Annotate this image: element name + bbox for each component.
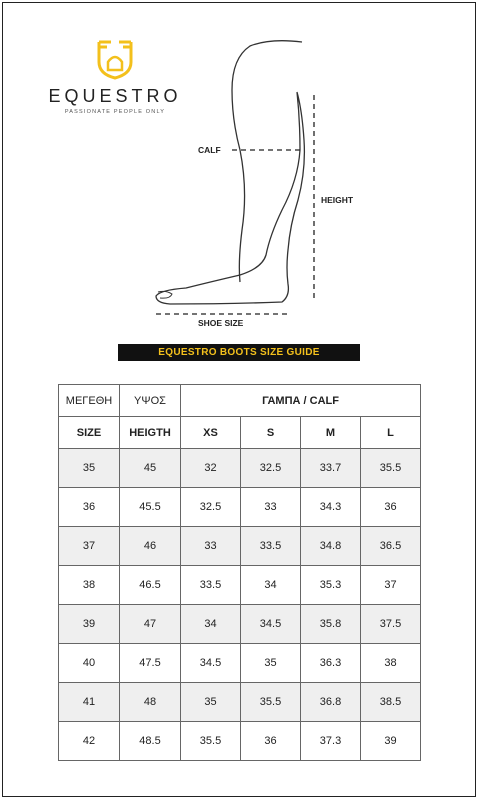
cell-height: 45 [120,449,181,488]
cell-calf-s: 33.5 [241,527,301,566]
cell-calf-xs: 35 [181,683,241,722]
cell-calf-m: 36.8 [301,683,361,722]
cell-calf-m: 34.3 [301,488,361,527]
cell-calf-xs: 33.5 [181,566,241,605]
header-calf-l: L [361,417,421,449]
cell-calf-m: 35.3 [301,566,361,605]
size-table [58,384,421,761]
cell-height: 47 [120,605,181,644]
cell-calf-s: 33 [241,488,301,527]
calf-label: CALF [198,145,221,155]
leg-outline-back [232,41,302,282]
table-row [59,527,421,566]
boot-measurement-diagram [0,0,479,340]
cell-height: 46 [120,527,181,566]
cell-size: 41 [59,683,120,722]
table-row [59,566,421,605]
cell-calf-l: 36.5 [361,527,421,566]
header-size-greek: ΜΕΓΕΘΗ [59,385,120,417]
cell-calf-l: 37.5 [361,605,421,644]
cell-size: 37 [59,527,120,566]
cell-calf-s: 34 [241,566,301,605]
height-label: HEIGHT [321,195,354,205]
leg-outline-front [156,92,304,304]
cell-calf-l: 38.5 [361,683,421,722]
table-row [59,605,421,644]
cell-calf-l: 36 [361,488,421,527]
size-guide-banner: EQUESTRO BOOTS SIZE GUIDE [118,344,360,361]
cell-calf-m: 33.7 [301,449,361,488]
cell-calf-s: 35.5 [241,683,301,722]
cell-calf-xs: 33 [181,527,241,566]
cell-height: 45.5 [120,488,181,527]
shoe-size-label: SHOE SIZE [198,318,244,328]
table-row [59,644,421,683]
cell-size: 40 [59,644,120,683]
cell-calf-xs: 35.5 [181,722,241,761]
cell-calf-xs: 32 [181,449,241,488]
cell-size: 35 [59,449,120,488]
brand-name: EQUESTRO [48,86,182,106]
cell-calf-m: 37.3 [301,722,361,761]
cell-calf-l: 37 [361,566,421,605]
table-row [59,449,421,488]
cell-size: 38 [59,566,120,605]
header-calf: ΓΑΜΠΑ / CALF [181,385,421,417]
cell-calf-s: 34.5 [241,605,301,644]
cell-calf-m: 34.8 [301,527,361,566]
cell-calf-l: 38 [361,644,421,683]
cell-calf-s: 36 [241,722,301,761]
table-row [59,722,421,761]
cell-calf-s: 35 [241,644,301,683]
cell-calf-l: 35.5 [361,449,421,488]
cell-height: 48.5 [120,722,181,761]
table-row [59,683,421,722]
cell-height: 46.5 [120,566,181,605]
header-row-english [59,417,421,449]
cell-calf-m: 36.3 [301,644,361,683]
cell-calf-xs: 34 [181,605,241,644]
header-calf-xs: XS [181,417,241,449]
header-row-greek [59,385,421,417]
header-height-greek: ΥΨΟΣ [120,385,181,417]
cell-size: 36 [59,488,120,527]
brand-tagline: PASSIONATE PEOPLE ONLY [64,109,166,115]
cell-height: 47.5 [120,644,181,683]
cell-calf-s: 32.5 [241,449,301,488]
cell-calf-m: 35.8 [301,605,361,644]
header-calf-m: M [301,417,361,449]
cell-size: 39 [59,605,120,644]
table-row [59,488,421,527]
cell-calf-xs: 32.5 [181,488,241,527]
header-height: HEIGTH [120,417,181,449]
cell-calf-l: 39 [361,722,421,761]
header-size: SIZE [59,417,120,449]
cell-size: 42 [59,722,120,761]
header-calf-s: S [241,417,301,449]
cell-height: 48 [120,683,181,722]
cell-calf-xs: 34.5 [181,644,241,683]
